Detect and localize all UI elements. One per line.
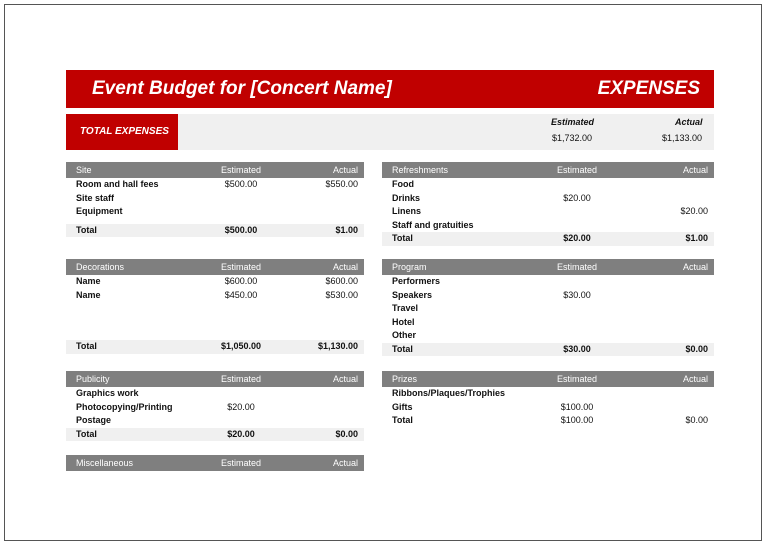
- publicity-estimated-header: Estimated: [220, 374, 262, 384]
- table-row: Equipment: [76, 206, 123, 216]
- site-header: [66, 162, 364, 178]
- site-estimated-header: Estimated: [220, 165, 262, 175]
- summary-actual-value: $1,133.00: [662, 133, 703, 143]
- miscellaneous-actual-header: Actual: [332, 458, 358, 468]
- table-row: Food: [392, 179, 414, 189]
- table-row: Name $600.00 $600.00: [76, 276, 358, 286]
- table-row: Linens $20.00: [392, 206, 708, 216]
- refreshments-header: [382, 162, 714, 178]
- table-row: Postage: [76, 415, 112, 425]
- table-row: Site staff: [76, 192, 115, 203]
- total-row: Total $500.00 $1.00: [66, 224, 364, 238]
- program-section: [382, 259, 714, 356]
- decorations-estimated-header: Estimated: [220, 262, 262, 272]
- program-estimated-header: Estimated: [556, 262, 598, 272]
- table-row: Room and hall fees $500.00 $550.00: [76, 179, 358, 189]
- refreshments-estimated-header: Estimated: [556, 165, 598, 175]
- page-title: Event Budget for [Concert Name]: [92, 78, 392, 99]
- prizes-header: [382, 371, 714, 387]
- program-header: [382, 259, 714, 275]
- summary-estimated-label: Estimated: [551, 117, 595, 127]
- table-row: Hotel: [392, 316, 415, 327]
- refreshments-actual-header: Actual: [682, 165, 708, 175]
- program-title: Program: [392, 262, 427, 272]
- site-title: Site: [76, 165, 92, 175]
- refreshments-title: Refreshments: [392, 165, 449, 175]
- prizes-title: Prizes: [392, 374, 418, 384]
- prizes-section: [382, 371, 714, 428]
- miscellaneous-section: [66, 455, 364, 471]
- table-row: Performers: [392, 276, 441, 286]
- table-row: Other: [392, 330, 417, 340]
- decorations-title: Decorations: [76, 262, 125, 272]
- miscellaneous-estimated-header: Estimated: [220, 458, 262, 468]
- decorations-header: [66, 259, 364, 275]
- table-row: Speakers $30.00: [392, 289, 591, 300]
- site-actual-header: Actual: [332, 165, 358, 175]
- publicity-header: [66, 371, 364, 387]
- publicity-actual-header: Actual: [332, 374, 358, 384]
- table-row: Ribbons/Plaques/Trophies: [392, 388, 506, 398]
- table-row: Drinks $20.00: [392, 192, 591, 203]
- title-banner: [66, 70, 714, 108]
- decorations-section: [66, 259, 364, 354]
- total-row: Total $100.00 $0.00: [392, 415, 708, 425]
- table-row: Graphics work: [76, 388, 139, 398]
- site-section: [66, 162, 364, 237]
- publicity-title: Publicity: [76, 374, 110, 384]
- miscellaneous-header: [66, 455, 364, 471]
- table-row: Photocopying/Printing $20.00: [76, 401, 255, 412]
- table-row: Gifts $100.00: [392, 401, 594, 412]
- prizes-estimated-header: Estimated: [556, 374, 598, 384]
- total-expenses-label: TOTAL EXPENSES: [66, 114, 178, 150]
- program-actual-header: Actual: [682, 262, 708, 272]
- decorations-actual-header: Actual: [332, 262, 358, 272]
- total-row: Total $1,050.00 $1,130.00: [66, 340, 364, 354]
- summary-actual-label: Actual: [675, 117, 703, 127]
- miscellaneous-title: Miscellaneous: [76, 458, 134, 468]
- refreshments-section: [382, 162, 714, 246]
- expenses-heading: EXPENSES: [597, 78, 700, 99]
- total-row: Total $30.00 $0.00: [382, 343, 714, 357]
- prizes-actual-header: Actual: [682, 374, 708, 384]
- table-row: Name $450.00 $530.00: [76, 289, 358, 300]
- table-row: Staff and gratuities: [392, 219, 474, 230]
- publicity-section: [66, 371, 364, 441]
- table-row: Travel: [392, 303, 419, 313]
- summary-estimated-value: $1,732.00: [552, 133, 593, 143]
- total-row: Total $20.00 $1.00: [382, 232, 714, 246]
- total-row: Total $20.00 $0.00: [66, 428, 364, 442]
